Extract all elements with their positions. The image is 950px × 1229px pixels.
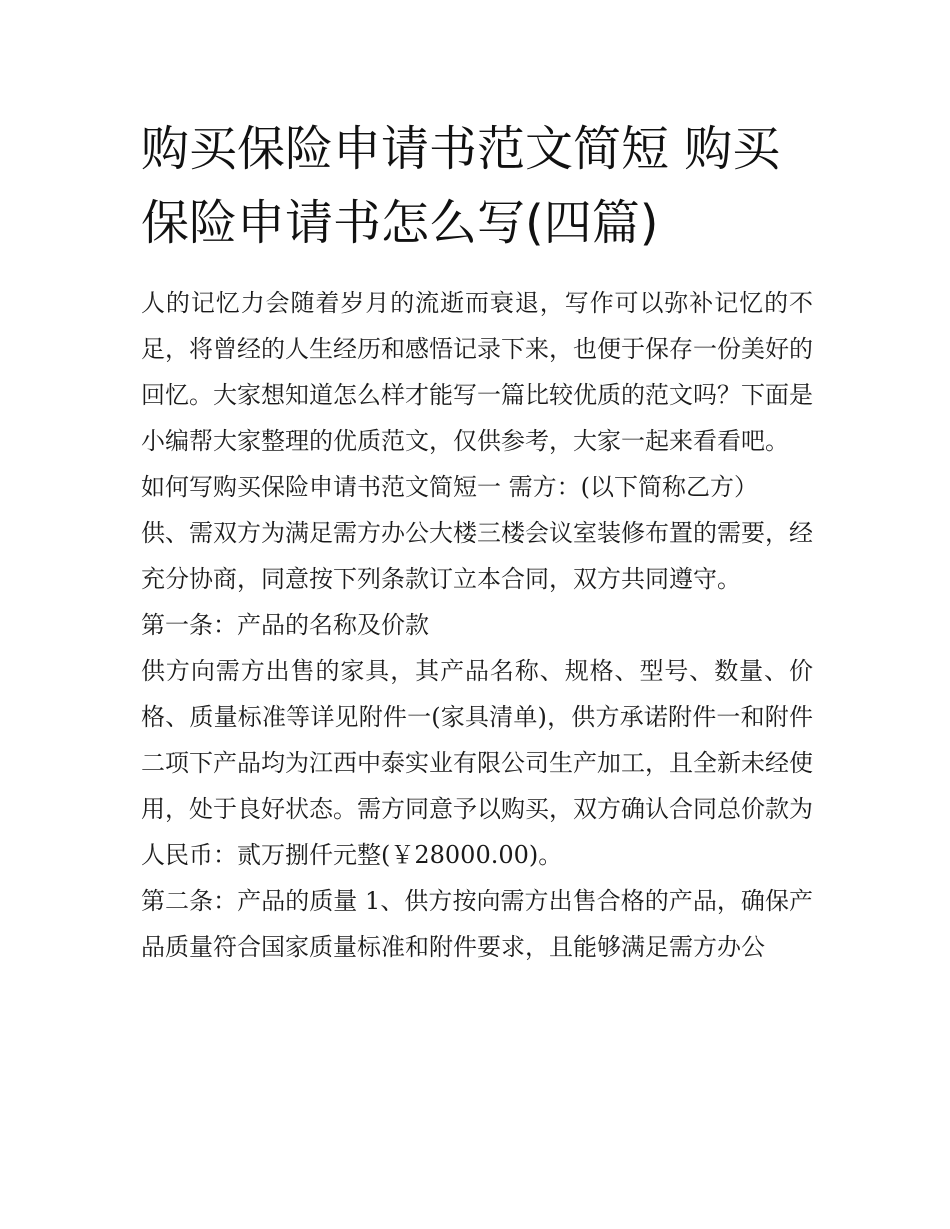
document-title: 购买保险申请书范文简短 购买保险申请书怎么写(四篇) [141,121,781,251]
paragraph-intro: 人的记忆力会随着岁月的流逝而衰退，写作可以弥补记忆的不足，将曾经的人生经历和感悟记录下来，也便于保存一份美好的回忆。大家想知道怎么样才能写一篇比较优质的范文吗？下面是小编帮大家整理的优质范文，仅供参考，大家一起来看看吧。 [141,289,813,455]
document-body [141,112,813,970]
paragraph-contract-purpose: 供、需双方为满足需方办公大楼三楼会议室装修布置的需要，经充分协商，同意按下列条款订立本合同，双方共同遵守。 [141,519,813,593]
paragraph-article-one-heading: 第一条：产品的名称及价款 [141,611,429,639]
paragraph-article-one-body: 供方向需方出售的家具，其产品名称、规格、型号、数量、价格、质量标准等详见附件一(家具清单)，供方承诺附件一和附件二项下产品均为江西中泰实业有限公司生产加工，且全新未经使用，处于良好状态。需方同意予以购买，双方确认合同总价款为人民币：贰万捌仟元整(￥28000.00)。 [141,657,813,869]
paragraph-section-heading: 如何写购买保险申请书范文简短一 需方：(以下简称乙方） [141,473,758,501]
paragraph-article-two: 第二条：产品的质量 1、供方按向需方出售合格的产品，确保产品质量符合国家质量标准和附件要求，且能够满足需方办公 [141,887,813,961]
